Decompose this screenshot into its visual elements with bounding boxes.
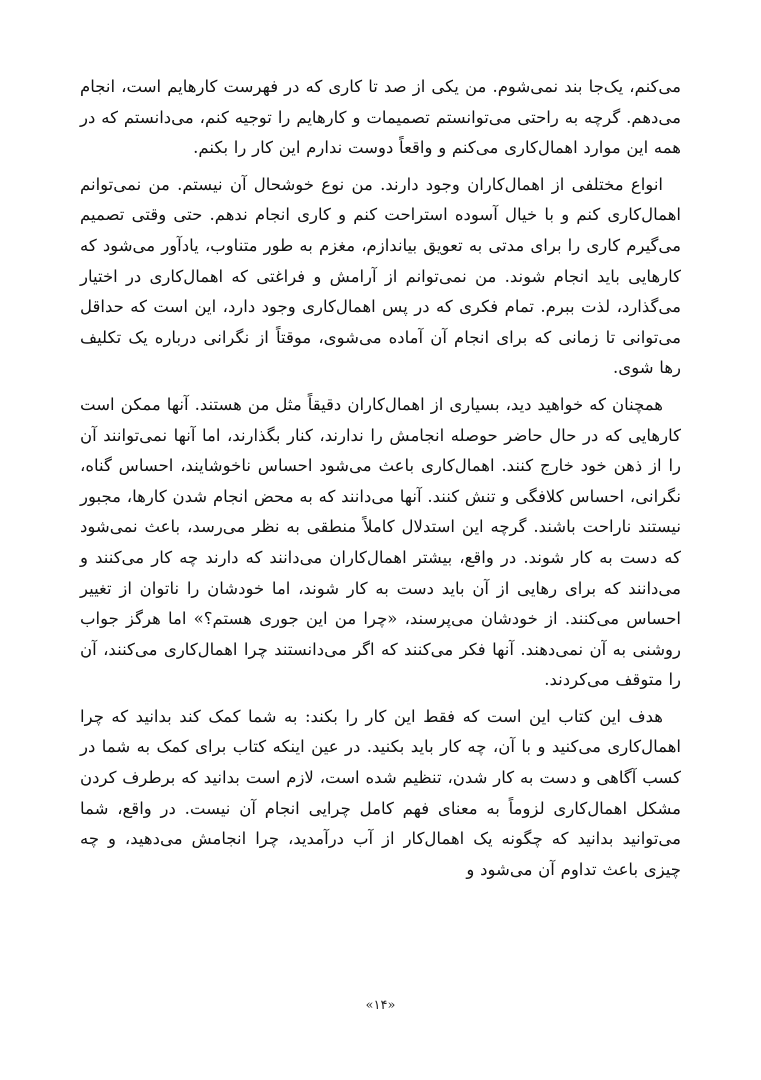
page-number: «۱۴»	[365, 998, 396, 1013]
paragraph-2: انواع مختلفی از اهمال‌کاران وجود دارند. من نوع خوشحال آن نیستم. من نمی‌توانم اهمال‌کاری کنم و با خیال آسوده استراحت کنم و کاری انجام ندهم. حتی وقتی تصمیم می‌گیرم کاری را برای مدتی به تعویق بیاندازم، مغزم به طور متناوب، یادآور می‌شود که کارهایی باید انجام شوند. من نمی‌توانم از آرامش و فراغتی که اهمال‌کاری در اختیار می‌گذارد، لذت ببرم. تمام فکری که در پس اهمال‌کاری وجود دارد، این است که حداقل می‌توانی تا زمانی که برای انجام آن آماده می‌شوی، موقتاً از نگرانی درباره یک تکلیف رها شوی.	[80, 174, 681, 378]
page-body	[80, 72, 681, 1000]
paragraph-4: هدف این کتاب این است که فقط این کار را بکند: به شما کمک کند بدانید که چرا اهمال‌کاری می‌کنید و با آن، چه کار باید بکنید. در عین اینکه کتاب برای کمک به شما در کسب آگاهی و دست به کار شدن، تنظیم شده است، لازم است بدانید که برطرف کردن مشکل اهمال‌کاری لزوماً به معنای فهم کامل چرایی انجام آن نیست. در واقع، شما می‌توانید بدانید که چگونه یک اهمال‌کار از آب درآمدید، چرا انجامش می‌دهید، و چه چیزی باعث تداوم آن می‌شود و	[80, 706, 681, 879]
paragraph-1: می‌کنم، یک‌جا بند نمی‌شوم. من یکی از صد تا کاری که در فهرست کارهایم است، انجام می‌دهم. گرچه به راحتی می‌توانستم تصمیمات و کارهایم را توجیه کنم، می‌دانستم که در همه این موارد اهمال‌کاری می‌کنم و واقعاً دوست ندارم این کار را بکنم.	[80, 77, 681, 158]
paragraph-3: همچنان که خواهید دید، بسیاری از اهمال‌کاران دقیقاً مثل من هستند. آنها ممکن است کارهایی که در حال حاضر حوصله انجامش را ندارند، کنار بگذارند، اما آنها نمی‌توانند آن را از ذهن خود خارج کنند. اهمال‌کاری باعث می‌شود احساس ناخوشایند، احساس گناه، نگرانی، احساس کلافگی و تنش کنند. آنها می‌دانند که به محض انجام شدن کارها، مجبور نیستند ناراحت باشند. گرچه این استدلال کاملاً منطقی به نظر می‌رسد، باعث نمی‌شود که دست به کار شوند. در واقع، بیشتر اهمال‌کاران می‌دانند که دارند چه کار می‌کنند و می‌دانند که برای رهایی از آن باید دست به کار شوند، اما خودشان را ناتوان از تغییر احساس می‌کنند. از خودشان می‌پرسند، «چرا من این جوری هستم؟» اما هرگز جواب روشنی به آن نمی‌دهند. آنها فکر می‌کنند که اگر می‌دانستند چرا اهمال‌کاری می‌کنند، آن را متوقف می‌کردند.	[80, 394, 681, 690]
